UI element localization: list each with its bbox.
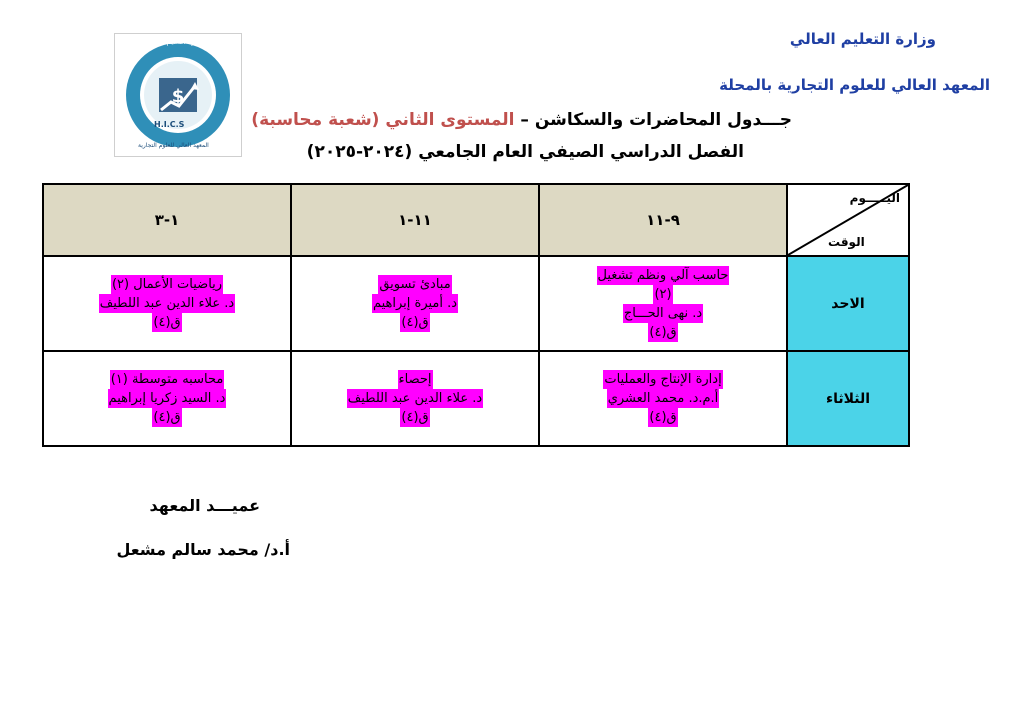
semester-subtitle: الفصل الدراسي الصيفي العام الجامعي (٢٠٢٤-٢٠٢٥) <box>306 142 744 162</box>
ministry-name: وزارة التعليم العالي <box>789 30 936 48</box>
time-slot-header: ١-٣ <box>43 184 291 256</box>
schedule-cell <box>43 256 291 351</box>
dean-title: عميـــد المعهد <box>149 496 260 515</box>
logo-initials: H.I.C.S <box>154 120 185 129</box>
schedule-table <box>42 183 910 447</box>
title-level: المستوى الثاني (شعبة محاسبة) <box>251 110 515 130</box>
dean-name: أ.د/ محمد سالم مشعل <box>116 540 290 559</box>
day-cell: الاحد <box>787 256 909 351</box>
time-slot-header: ١١-١ <box>291 184 539 256</box>
schedule-cell <box>539 256 787 351</box>
course-name: محاسبه متوسطة (١) <box>110 372 224 387</box>
schedule-cell <box>291 256 539 351</box>
room-label: ق(٤) <box>153 315 181 330</box>
title-main: جـــدول المحاضرات والسكاشن – <box>514 110 792 130</box>
instructor-name: د. السيد زكريا إبراهيم <box>108 391 226 406</box>
course-name: مبادئ تسويق <box>379 277 451 292</box>
room-label: ق(٤) <box>649 324 677 340</box>
course-name: إدارة الإنتاج والعمليات <box>604 372 722 387</box>
course-name: حاسب آلي ونظم تشغيل <box>597 267 729 283</box>
instructor-name: أ.م.د. محمد العشري <box>607 391 719 406</box>
instructor-name: د. أميرة إبراهيم <box>372 296 458 311</box>
logo-text-top: وزارة التعليم العالي <box>147 38 204 46</box>
logo-text-bottom: المعهد العالي للعلوم التجارية <box>138 142 209 149</box>
instructor-name: د. علاء الدين عبد اللطيف <box>99 296 235 311</box>
course-number: (٢) <box>654 286 672 302</box>
time-slot-header: ٩-١١ <box>539 184 787 256</box>
logo-emblem-icon <box>115 34 241 156</box>
schedule-cell <box>43 351 291 446</box>
instructor-name: د. نهى الحـــاج <box>623 305 703 321</box>
schedule-cell <box>539 351 787 446</box>
schedule-cell <box>291 351 539 446</box>
svg-text:$: $ <box>171 86 185 107</box>
day-cell: الثلاثاء <box>787 351 909 446</box>
institute-name: المعهد العالي للعلوم التجارية بالمحلة <box>719 76 990 94</box>
course-name: رياضيات الأعمال (٢) <box>111 277 223 292</box>
course-name: إحصاء <box>398 372 432 387</box>
corner-cell <box>787 184 909 256</box>
corner-day-label: اليـــــوم <box>849 191 900 205</box>
schedule-title <box>251 110 792 130</box>
room-label: ق(٤) <box>401 315 429 330</box>
instructor-name: د. علاء الدين عبد اللطيف <box>347 391 483 406</box>
institute-logo <box>114 33 242 157</box>
room-label: ق(٤) <box>153 410 181 425</box>
corner-time-label: الوقت <box>828 235 865 249</box>
room-label: ق(٤) <box>401 410 429 425</box>
room-label: ق(٤) <box>649 410 677 425</box>
